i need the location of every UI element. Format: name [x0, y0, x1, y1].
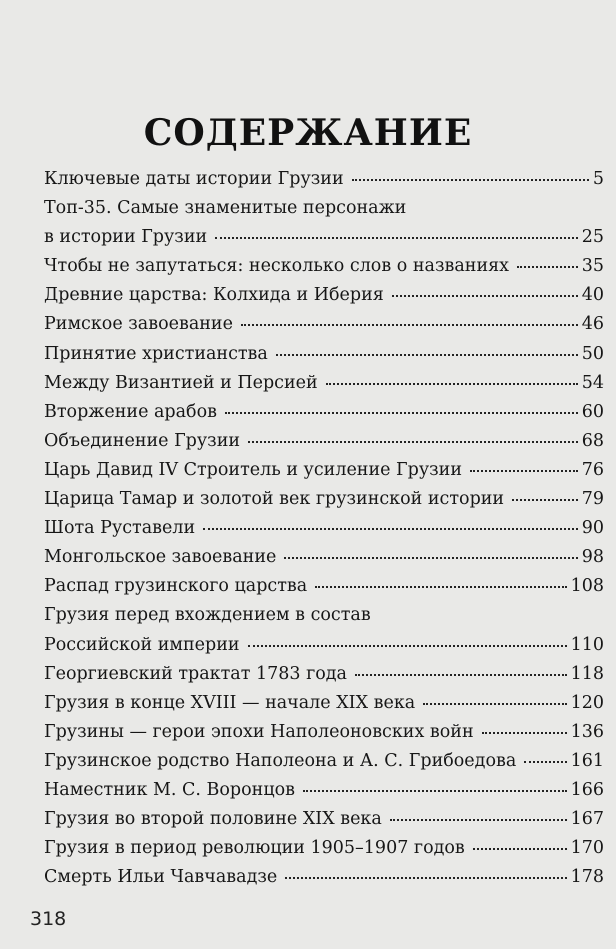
toc-entry — [44, 398, 604, 427]
toc-entry-title: в истории Грузии — [44, 227, 208, 248]
toc-entry-title: Монгольское завоевание — [44, 547, 277, 568]
toc-entry-title: Шота Руставели — [44, 518, 196, 539]
toc-entry-page: 25 — [581, 227, 604, 248]
toc-entry-title: Древние царства: Колхида и Иберия — [44, 285, 384, 306]
toc-entry-title: Грузинское родство Наполеона и А. С. Грибоедова — [44, 750, 517, 771]
toc-entry-row — [44, 223, 604, 252]
dot-leader — [285, 877, 566, 879]
toc-entry — [44, 543, 604, 572]
toc-entry-row — [44, 252, 604, 281]
toc-entry-page: 50 — [581, 343, 604, 364]
toc-entry-page: 118 — [570, 663, 604, 684]
toc-entry-page: 98 — [581, 547, 604, 568]
toc-entry-title: Георгиевский трактат 1783 года — [44, 663, 347, 684]
toc-entry-page: 40 — [581, 285, 604, 306]
dot-leader — [524, 761, 566, 763]
toc-entry — [44, 834, 604, 863]
toc-entry — [44, 805, 604, 834]
toc-entry — [44, 601, 604, 659]
dot-leader — [390, 819, 567, 821]
dot-leader — [241, 324, 578, 326]
toc-entry-title-line: Топ-35. Самые знаменитые персонажи — [44, 198, 407, 219]
toc-entry-title: Грузия в период революции 1905–1907 годов — [44, 838, 465, 859]
toc-entry — [44, 281, 604, 310]
dot-leader — [203, 528, 578, 530]
toc-entry-title: Наместник М. С. Воронцов — [44, 779, 295, 800]
toc-entry-title: Грузия в конце XVIII — начале XIX века — [44, 692, 416, 713]
dot-leader — [315, 586, 566, 588]
toc-entry-page: 166 — [570, 779, 604, 800]
dot-leader — [517, 266, 578, 268]
toc-entry — [44, 310, 604, 339]
toc-entry-row — [44, 631, 604, 660]
dot-leader — [355, 674, 567, 676]
toc-entry-page: 76 — [581, 459, 604, 480]
table-of-contents — [44, 165, 604, 892]
toc-entry-title: Римское завоевание — [44, 314, 233, 335]
toc-entry-page: 5 — [592, 169, 604, 189]
dot-leader — [512, 499, 578, 501]
toc-entry-page: 178 — [570, 867, 604, 888]
dot-leader — [248, 441, 578, 443]
toc-entry — [44, 340, 604, 369]
toc-entry-page: 60 — [581, 401, 604, 422]
toc-entry-page: 120 — [570, 692, 604, 713]
toc-entry-row — [44, 310, 604, 339]
toc-entry-title: Царь Давид IV Строитель и усиление Грузии — [44, 459, 463, 480]
dot-leader — [215, 237, 578, 239]
toc-entry-title: Грузины — герои эпохи Наполеоновских войн — [44, 721, 474, 742]
dot-leader — [303, 790, 567, 792]
toc-entry-page: 35 — [581, 256, 604, 277]
toc-entry-page: 46 — [581, 314, 604, 335]
toc-entry — [44, 485, 604, 514]
toc-entry-row — [44, 398, 604, 427]
toc-entry-page: 90 — [581, 518, 604, 539]
toc-entry — [44, 252, 604, 281]
toc-entry-row — [44, 369, 604, 398]
page-number: 318 — [30, 908, 67, 930]
toc-entry-title: Чтобы не запутаться: несколько слов о названиях — [44, 256, 510, 277]
toc-entry-row — [44, 340, 604, 369]
toc-entry-row — [44, 863, 604, 892]
toc-entry-row — [44, 834, 604, 863]
toc-entry-row — [44, 689, 604, 718]
toc-entry-row — [44, 718, 604, 747]
toc-entry-page: 54 — [581, 372, 604, 393]
dot-leader — [225, 412, 578, 414]
toc-entry-row — [44, 747, 604, 776]
toc-entry — [44, 194, 604, 252]
toc-entry-title: Смерть Ильи Чавчавадзе — [44, 867, 278, 888]
toc-entry — [44, 863, 604, 892]
toc-entry — [44, 718, 604, 747]
toc-entry-row — [44, 660, 604, 689]
toc-entry-title: Российской империи — [44, 634, 240, 655]
toc-entry-title: Грузия во второй половине XIX века — [44, 809, 382, 830]
toc-entry — [44, 776, 604, 805]
dot-leader — [352, 179, 589, 181]
toc-entry — [44, 427, 604, 456]
toc-entry-row — [44, 572, 604, 601]
toc-entry-title: Между Византией и Персией — [44, 372, 318, 393]
toc-entry-row — [44, 805, 604, 834]
toc-entry — [44, 514, 604, 543]
toc-entry-page: 68 — [581, 430, 604, 451]
toc-entry-title: Царица Тамар и золотой век грузинской истории — [44, 489, 505, 510]
toc-entry-row — [44, 543, 604, 572]
toc-entry-row — [44, 514, 604, 543]
toc-entry-title: Вторжение арабов — [44, 401, 217, 422]
toc-entry-page: 167 — [570, 809, 604, 830]
dot-leader — [248, 645, 567, 647]
toc-entry-row — [44, 485, 604, 514]
toc-entry-page: 161 — [570, 750, 604, 771]
toc-entry-page: 110 — [570, 634, 604, 655]
dot-leader — [284, 557, 577, 559]
toc-entry-row — [44, 776, 604, 805]
toc-entry-page: 170 — [570, 838, 604, 859]
dot-leader — [392, 295, 578, 297]
dot-leader — [326, 383, 578, 385]
page-title: СОДЕРЖАНИЕ — [143, 112, 473, 155]
dot-leader — [276, 354, 578, 356]
dot-leader — [423, 703, 566, 705]
toc-entry — [44, 572, 604, 601]
toc-entry — [44, 165, 604, 194]
toc-entry-title: Распад грузинского царства — [44, 576, 308, 597]
toc-entry-title: Принятие христианства — [44, 343, 268, 364]
dot-leader — [470, 470, 578, 472]
toc-entry-page: 79 — [581, 489, 604, 510]
dot-leader — [482, 732, 567, 734]
toc-entry-row — [44, 281, 604, 310]
toc-entry-title: Ключевые даты истории Грузии — [44, 169, 344, 189]
toc-entry — [44, 456, 604, 485]
toc-entry-title: Объединение Грузии — [44, 430, 241, 451]
toc-entry — [44, 747, 604, 776]
toc-entry — [44, 689, 604, 718]
toc-entry-page: 136 — [570, 721, 604, 742]
toc-entry-row — [44, 165, 604, 194]
toc-entry-row — [44, 456, 604, 485]
toc-entry-title-line: Грузия перед вхождением в состав — [44, 605, 371, 626]
toc-entry — [44, 369, 604, 398]
toc-entry-page: 108 — [570, 576, 604, 597]
toc-entry — [44, 660, 604, 689]
toc-entry-row — [44, 427, 604, 456]
dot-leader — [473, 848, 567, 850]
